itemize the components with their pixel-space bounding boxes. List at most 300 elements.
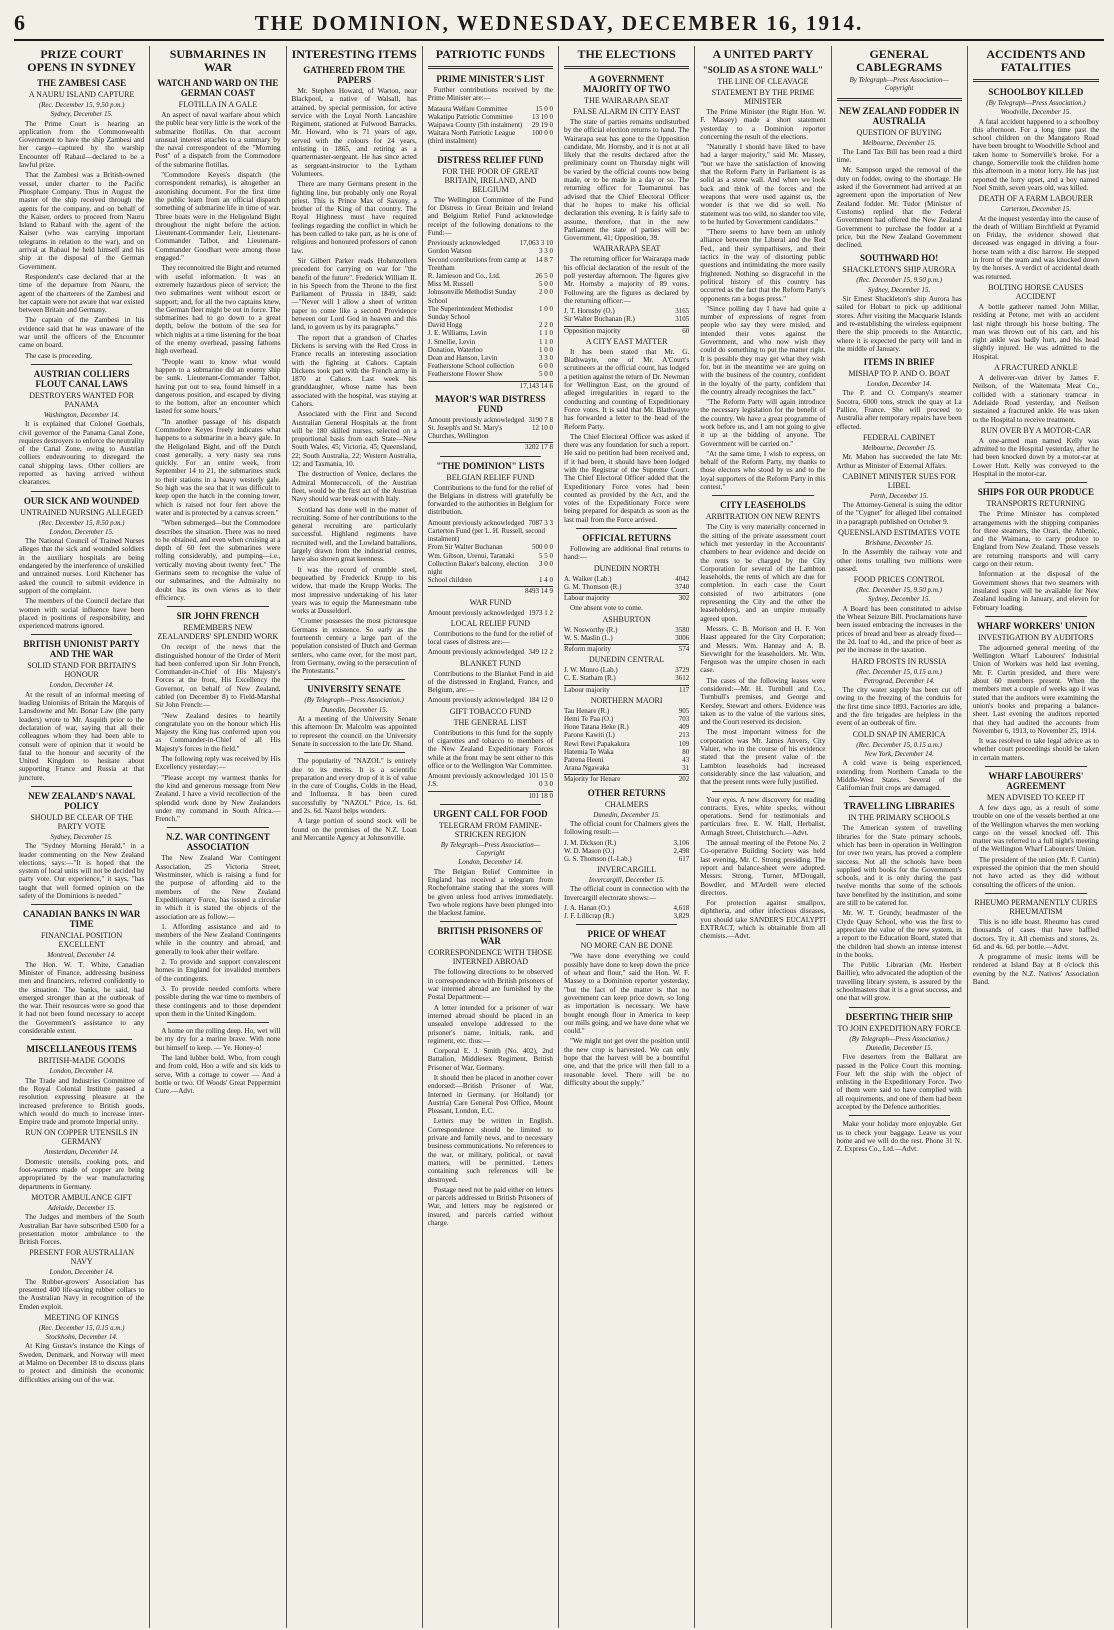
list-total (428, 381, 553, 390)
dateline: London, December 15. (49, 527, 114, 536)
headline: N.Z. WAR CONTINGENT ASSOCIATION (165, 832, 270, 853)
row-label: From Sir Walter Buchanan (427, 543, 503, 552)
row-value: 1 4 0 (539, 576, 553, 585)
election-results (564, 307, 689, 323)
paragraph: A letter intended for a prisoner of war interned abroad should be placed in an unsealed envelope addressed to the prisoner's name, initials, rank, and regiment, etc. thus:— (427, 1003, 553, 1045)
row-value: 7087 3 3 (528, 518, 553, 527)
majority-value: 574 (678, 644, 690, 653)
paragraph: Domestic utensils, cooking pots, and foot-warmers made of copper are being appropriated by the war manufacturing departments in Germany. (19, 1157, 145, 1191)
subscription-list (428, 239, 553, 378)
divider (167, 606, 268, 607)
list-row (564, 904, 689, 912)
list-row (428, 121, 553, 129)
divider (985, 893, 1087, 894)
dateline: By Telegraph—Press Association—Copyright (849, 76, 949, 93)
list-row (428, 519, 553, 527)
list-row (428, 329, 553, 337)
subheadline: WAIRARAPA SEAT (592, 244, 661, 254)
row-label: St. Joseph's and St. Mary's Churches, Wellington (427, 423, 503, 441)
dateline: By Telegraph—Press Association—Copyright (440, 840, 541, 858)
paragraph: Contributions to the Blanket Fund in aid of the distressed in England, France, and Belgium, are:— (427, 669, 553, 695)
paragraph: Five deserters from the Ballarat are passed in the Police Court this morning. Four left the ship with the object of enlisting in the Expeditionary Force. Two of them were said to have complied with all requirements, and one of them had been accepted by the Defence authorities. (836, 1053, 962, 1112)
paragraph: The cases of the following leases were considered:—Mr. H. Turnbull and Co., Turnbull's premises, and George and Kersley, Stewart and others. Evidence was taken as to the value of the various sites, and the Court reserved its decision. (700, 676, 826, 727)
dateline: Melbourne, December 15. (862, 443, 936, 452)
paragraph: A deliverer-van driver by James F. Neilson, of the Waitemata Meat Co., collided with a stationary tramcar in Adelaide Road yesterday, and Neilson sustained a fractured ankle. He was taken to the Hospital to receive treatment. (972, 374, 1099, 424)
divider (576, 528, 677, 529)
paragraph: "In another passage of his dispatch Commodore Keyes freely indicates what happens to a submarine in a heavy gale. In the Heligoland Bight, and off the Dutch coast generally, a very nasty sea runs quickly. For an entire week, from September 14 to 21, the submarines stuck to their stations in a heavy westerly gale. So high was the sea that it was difficult to keep open the hatch in the conning tower, which is raised not four feet above the water and is protected by a canvas screen." (155, 417, 281, 517)
paragraph: The Land Tax Bill has been read a third time. (836, 147, 962, 165)
list-row (564, 731, 689, 739)
row-value: 3580 (675, 625, 690, 634)
paragraph: "We have done everything we could possibly have done to keep down the price of wheat and flour," said the Hon. W. F. Massey to a Dominion reporter yesterday, "but the fact of the matter is that no government can keep price down, so long as importation is necessary. We have bought enough flour in America to keep our mills going, and we have done what we could." (564, 952, 690, 1036)
row-value: 2,498 (673, 846, 690, 855)
row-value: 3612 (675, 674, 690, 683)
row-value: 15 0 0 (535, 104, 553, 113)
list-row (564, 912, 689, 920)
row-value: 0 3 0 (539, 780, 553, 789)
column-2 (150, 46, 286, 1628)
paragraph: The Trade and Industries Committee of the Royal Colonial Institute passed a resolution expressing pleasure at the increased preference to British goods, which would do much to increase inter-Empire trade and promote Imperial unity. (19, 1076, 145, 1127)
subheadline: DEATH OF A FARM LABOURER (978, 194, 1094, 204)
paragraph: 3. To provide needed comforts where possible during the war time to members of these contingents and to those dependent upon them in the United Kingdom. (155, 984, 281, 1018)
row-label: Johnsonville Methodist Sunday School (427, 288, 517, 305)
row-value: 100 0 0 (532, 129, 553, 138)
headline: SIR JOHN FRENCH (176, 611, 260, 622)
row-label: Tau Henare (R.) (564, 706, 610, 715)
subheadline: COLD SNAP IN AMERICA (852, 729, 946, 739)
dateline: (Rec. December 15, 9.50 p.m.) (856, 276, 942, 285)
row-value: 13 10 0 (532, 112, 553, 121)
subheadline: SHACKLETON'S SHIP AURORA (842, 265, 956, 275)
row-value: 1 0 0 (539, 345, 553, 354)
row-value: 3 3 0 (539, 353, 553, 362)
row-value: 409 (678, 723, 690, 732)
dateline: Stockholm, December 14. (45, 1333, 118, 1342)
paragraph: The City is very materially concerned in the sitting of the private assessment court which met yesterday in the Accountants' chambers to hear evidence and decide on the rents to be charged by the City Corporation for several of the Lambton leaseholds, the rents of which are due for completion. In each case the Court consisted of two arbitrators (one representing the City and the other the leaseholders), and an umpire mutually agreed upon. (700, 523, 826, 623)
column-5 (559, 46, 695, 1628)
election-results (564, 626, 689, 642)
election-results (564, 904, 689, 920)
row-value: 5 5 0 (539, 551, 553, 560)
paragraph: "People want to know what would happen to a submarine did an enemy ship be sunk. Lieutenant-Commander Talbot, having put out to sea, found himself in a dangerous position, and escaped by diving to the bottom, after an encounter which lasted for some hours." (155, 357, 281, 416)
subheadline: SHOULD BE CLEAR OF THE PARTY VOTE (30, 813, 133, 831)
headline: CITY LEASEHOLDS (720, 500, 806, 511)
subscription-list (428, 105, 553, 146)
subheadline: WAR FUND (469, 597, 512, 607)
subheadline: WATCH AND WARD ON THE GERMAN COAST (157, 78, 279, 98)
row-label: School children (427, 576, 472, 585)
row-label: Hemi Te Paa (O.) (564, 715, 614, 723)
dateline: Dunedin, December 15. (865, 1043, 933, 1052)
subheadline: TRANSPORTS RETURNING (986, 499, 1086, 509)
paragraph: The adjourned general meeting of the Wellington Wharf Labourers' Industrial Union of Workers was held last evening, Mr. F. Curtin presided, and there were about 60 members present. When the members met a couple of weeks ago it was stated that the auditors were examining the union's books and preparing a balance-sheet. Last evening the auditors reported that they had audited the accounts from November 6, 1913, to November 25, 1914. (972, 643, 1099, 735)
subscription-list (428, 609, 553, 617)
subheadline: LOCAL RELIEF FUND (450, 618, 530, 628)
column-3 (287, 46, 423, 1628)
advertisement: For protection against smallpox, diphtheria, and other infectious diseases, you should take SANDER'S EUCALYPTI EXTRACT, which is obtainable from all chemists.—Advt. (700, 899, 826, 941)
row-label: Arana Ngawaka (564, 764, 610, 773)
paragraph: In the Assembly the railway vote and other items totalling two millions were passed. (836, 548, 962, 573)
row-value (549, 527, 553, 543)
row-label: Second contributions from camp at Trentham (427, 255, 527, 272)
row-value: 3729 (675, 666, 690, 675)
row-value: 184 12 0 (528, 696, 553, 705)
subheadline: ASHBURTON (602, 614, 651, 624)
headline: WHARF LABOURERS' AGREEMENT (988, 771, 1084, 791)
paragraph: "At the same time, I wish to express, on behalf of the Reform Party, my thanks to those electors who stood by us and to the loyal supporters of the Reform Party in this contest." (700, 449, 826, 492)
dateline: (Rec. December 15, 0.15 a.m.) (856, 667, 942, 676)
row-label: Collection Baker's balcony, election night (427, 559, 529, 576)
row-label: Amount previously acknowledged (427, 518, 525, 527)
paragraph: The returning officer for Wairarapa made his official declaration of the result of the poll yesterday afternoon. The figures give Mr. Hornsby a majority of 89 votes. Following are the figures as declared by the returning officer:— (564, 255, 690, 305)
paragraph: That the Zambesi was a British-owned vessel, under charter to the Pacific Phosphate Company. Thus in August the master of the ship received through the agents for the company, and on behalf of the Kaiser, orders to proceed from Nauru Island to Rabaul with the agent of the Kaiser (who was carrying important telegrams in relation to the war), and on arrival at Rabaul he held himself and his ship at the disposal of the German Government. (19, 171, 145, 271)
list-row (428, 305, 553, 321)
paragraph: Contributions to this fund for the supply of cigarettes and tobacco to members of the New Zealand Expeditionary Forces while at the front may be sent either to this office or to the Wellington War Committee. (427, 728, 553, 770)
headline: OTHER RETURNS (587, 787, 666, 798)
divider (31, 1039, 132, 1040)
row-value: 1 1 0 (539, 337, 553, 346)
headline: A UNITED PARTY (712, 47, 814, 61)
row-label: Waitara North Patriotic League (third instalment) (427, 129, 516, 146)
subheadline: TELEGRAM FROM FAMINE-STRICKEN REGION (438, 820, 542, 839)
list-row (428, 543, 553, 551)
row-value: 500 0 0 (532, 543, 553, 552)
list-row (428, 247, 553, 255)
subheadline: MEETING OF KINGS (44, 1312, 119, 1322)
row-value: 80 (682, 747, 690, 756)
row-label: A. Walker (Lab.) (564, 574, 612, 583)
list-row (564, 756, 689, 764)
list-row (428, 288, 553, 304)
list-row (428, 772, 553, 780)
subheadline: IN THE PRIMARY SCHOOLS (848, 813, 951, 823)
subscription-list (428, 772, 553, 788)
divider (440, 150, 541, 151)
subheadline: FOOD PRICES CONTROL (853, 575, 945, 585)
headline: AUSTRIAN COLLIERS FLOUT CANAL LAWS (33, 368, 130, 389)
subheadline: MOTOR AMBULANCE GIFT (31, 1192, 132, 1202)
column-8 (968, 46, 1104, 1628)
row-label: Amount previously acknowledged (427, 696, 525, 705)
subheadline: RUN ON COPPER UTENSILS IN GERMANY (25, 1128, 139, 1147)
list-row (428, 280, 553, 288)
subheadline: TO JOIN EXPEDITIONARY FORCE (837, 1023, 961, 1033)
subheadline: FLOTILLA IN A GALE (178, 100, 258, 109)
dateline: (By Telegraph—Press Association.) (986, 99, 1086, 107)
paragraph: The Chief Electoral Officer was asked if there was any foundation for such a report. He said no petition had been received and, if it had been, it should have been lodged with the Registrar of the Supreme Court. The Chief Electoral Officer added that the Expeditionary Force votes had been counted as provided by the Act, and the votes of the Expeditionary Force were being prepared for despatch as soon as the last mail from the Force arrived. (564, 432, 690, 524)
row-label: Wakatipu Patriotic Committee (427, 112, 513, 121)
majority-value: 117 (679, 685, 690, 694)
paragraph: The official count in connection with the Invercargill electorate shows:— (564, 885, 690, 902)
row-value: 5 0 0 (539, 280, 553, 289)
list-row (564, 626, 689, 634)
row-value: 5 0 0 (539, 370, 553, 379)
subheadline: THE ZAMBESI CASE (37, 78, 127, 88)
paragraph: Sir Gilbert Parker reads Hohenzollern precedent for carrying on war for "the benefit of the future". Frederick William II. in his Speech from the Throne to the first Parliament of Prussia in 1849, said:—"Never will I allow a sheet of written paper to come like a second Providence between our Lord God in heaven and this land, to govern us by its paragraphs." (291, 256, 417, 332)
total-value: 3202 17 8 (525, 443, 553, 452)
advertisement: Make your holiday more enjoyable. Get us to check your baggage. Leave us your home and we will do the rest. Phone 31 N. Z. Express Co., Ltd.—Advt. (836, 1120, 962, 1154)
headline: DISTRESS RELIEF FUND (437, 154, 544, 165)
subheadline: PRESENT FOR AUSTRALIAN NAVY (29, 1248, 134, 1267)
majority-label: Opposition majority (564, 326, 621, 335)
row-label: Featherstone Flower Show (427, 370, 503, 379)
headline: WHARF WORKERS' UNION (976, 620, 1095, 631)
subheadline: MISHAP TO P. AND O. BOAT (848, 369, 950, 379)
paragraph: A few days ago, as a result of some trouble on one of the vessels berthed at one of the Wellington wharves the men working cargo on the vessel knocked off. This matter was referred to a full night's meeting of the Wellington Wharf Labourers' Union. (972, 804, 1099, 854)
row-value: 6 0 0 (539, 362, 553, 371)
headline: CANADIAN BANKS IN WAR TIME (22, 909, 141, 930)
headline: OFFICIAL RETURNS (582, 533, 671, 544)
list-row (428, 256, 553, 272)
row-value: 349 12 2 (528, 648, 553, 657)
paragraph: The Prime Court is hearing an application from the Commonwealth Government to have the ship Zambesi and her cargo—captured by the warship Encounter off Rabaul—declared to be a lawful prize. (19, 119, 145, 170)
row-value: 12 10 0 (532, 423, 553, 432)
row-value: 3105 (675, 315, 690, 324)
paragraph: Respondent's case declared that at the time of the departure from Nauru, the agent of the charterers of the Zambesi and her captain were not aware that war existed between Britain and Germany. (19, 272, 145, 315)
row-value: 905 (678, 706, 690, 715)
paragraph: Sir Ernest Shackleton's ship Aurora has sailed for Hobart to pick up additional stores. After visiting the Macquarie Islands and re-establishing the wireless equipment there the ship proceeds to the Antarctic, where it is expected the party will land in the middle of January. (836, 295, 962, 353)
paragraph: Further contributions received by the Prime Minister are:— (427, 86, 553, 103)
subheadline: RUN OVER BY A MOTOR-CAR (980, 425, 1091, 435)
headline: SOUTHWARD HO! (859, 253, 939, 264)
paragraph: It has been stated that Mr. G. Blathwayte, one of Mr. A'Court's scrutineers at the official count, has lodged a petition against the return of Dr. Newman for Wellington East, on the ground of alleged irregularities in regard to the conducting and counting of Expeditionary Force votes. It is said that Mr. Blathwayte has forwarded a letter to the head of the Reform Party. (564, 347, 690, 431)
headline: DESERTING THEIR SHIP (845, 1011, 953, 1022)
advertisement: Your eyes. A new discovery for reading contracts. Eyes, white specks, without operations. Send for testimonials and particulars free. E. W. Hall, Herbalist, Armagh Street, Christchurch.—Advt. (700, 795, 826, 837)
paragraph: "Commodore Keyes's dispatch (the correspondent remarks), is altogether an astonishing document. For the first time the public learn from an official dispatch something of submarine life in time of war. Three boats were in the Heligoland Bight throughout the night before the action. Lieutenant-Commander Leir, Lieutenant-Commander Talbot, and Lieutenant-Commander Goodhart were among those engaged." (155, 171, 281, 263)
headline: NEW ZEALAND FODDER IN AUSTRALIA (839, 105, 960, 126)
paragraph: Contributions to the fund for the relief of the Belgians in distress will gratefully be forwarded to the authorities in Belgium for distribution. (427, 483, 553, 517)
row-label: Hone Tatana Heke (R.) (564, 723, 629, 732)
subheadline: FINANCIAL POSITION EXCELLENT (40, 931, 123, 950)
subheadline: BELGIAN RELIEF FUND (446, 472, 535, 482)
row-value: 4,618 (673, 904, 690, 913)
row-label: C. E. Statham (R.) (564, 674, 616, 683)
row-value: 4042 (675, 574, 690, 583)
row-label: J. A. Hanan (O.) (564, 904, 610, 913)
paragraph: The Attorney-General is suing the editor of the "Cygnet" for alleged libel contained in a paragraph published on October 9. (836, 501, 962, 526)
paragraph: Postage need not be paid either on letters or parcels addressed to British Prisoners of War, and letters may be registered or insured, and parcels carried without charge. (427, 1185, 553, 1228)
list-row (564, 847, 689, 855)
list-row (428, 338, 553, 346)
list-row (428, 576, 553, 584)
row-value: 3190 7 8 (528, 415, 553, 424)
subscription-list (428, 416, 553, 441)
paragraph: The report that a grandson of Charles Dickens is serving with the Red Cross in France recalls an interesting association with the fighting at Cahors. Captain Dickens took part with the French army in 1870 at Cahors. Last week his granddaughter, whose name has been associated with the hospital, was staying at Cahors. (291, 333, 417, 408)
divider (712, 495, 813, 496)
divider (428, 66, 553, 69)
majority-value: 202 (678, 775, 690, 784)
list-row (428, 648, 553, 656)
list-row (428, 362, 553, 370)
subheadline: A NAURU ISLAND CAPTURE (28, 90, 135, 99)
list-row (428, 370, 553, 378)
list-row (564, 666, 689, 674)
advertisement: The land lubber bold. Who, from cough and from cold, Hoo a wife and six kids to serve, With a cottage to cower — And a bottle or two. Of Woods' Great Peppermint Cure.—Advt. (155, 1053, 281, 1096)
dateline: Woodville, December 15. (1000, 108, 1072, 117)
dateline: Melbourne, December 15. (862, 138, 936, 147)
row-value: 3 3 0 (539, 247, 553, 256)
row-label: Mataura Welfare Committee (427, 104, 508, 113)
paragraph: "Please accept my warmest thanks for the kind and generous message from New Zealand. I have a vivid recollection of the splendid work done by New Zealanders under my command in South Africa.—French." (155, 773, 281, 824)
total-value: 8493 14 9 (525, 587, 553, 596)
row-value: 31 (682, 764, 690, 773)
paragraph: The New Zealand War Contingent Association, 25 Victoria Street, Westminster, which is raising a fund for the purpose of affording aid to the members of the New Zealand Expeditionary Force, has issued a circular in which it is stated the objects of the association are as follow:— (155, 854, 281, 921)
row-label: David Hogg (427, 321, 463, 330)
paragraph: The Hon. W. T. White, Canadian Minister of Finance, addressing business men and financiers, referred confidently to the situation. The banks, he said, had emerged stronger than at the outbreak of the war. Their resources were so good that it had not been found necessary to accept the Government's assistance to any considerable extent. (19, 960, 145, 1036)
list-total (428, 586, 553, 595)
dateline: Sydney, December 15. (50, 110, 113, 119)
paragraph: At King Gustav's instance the Kings of Sweden, Denmark, and Norway will meet at Malmo on December 18 to discuss plans to protect and diminish the economic difficulties arising out of the war. (19, 1342, 145, 1384)
subheadline: A FRACTURED ANKLE (994, 363, 1078, 373)
dateline: Montreal, December 14. (47, 951, 116, 960)
list-row (564, 764, 689, 772)
headline: "THE DOMINION" LISTS (436, 460, 545, 471)
row-label: W. S. Maslin (L.) (564, 633, 613, 642)
newspaper-title: THE DOMINION, WEDNESDAY, DECEMBER 16, 1914. (254, 11, 864, 35)
majority-value: 302 (678, 594, 690, 603)
paragraph: "When submerged—but the Commodore describes the situation. There was no need to be obtained, and even when cruising at a depth of 60 feet the submarines were rolling considerably, and pumping—i.e., vertically moving about twenty feet." The Germans seem to recognise the value of our submarines, and the Admiralty no doubt has its own views as to their efficiency. (155, 519, 281, 602)
row-label: J.S. (427, 780, 438, 789)
headline: BRITISH PRISONERS OF WAR (437, 926, 544, 947)
subscription-list (428, 696, 553, 704)
paragraph: At the inquest yesterday into the cause of the death of William Birchfield at Pyramid on Friday, the evidence showed that deceased was engaged in driving a four-horse team with a disc harrow. He stepped in front of the team and was knocked down by the horses. A verdict of accidental death was returned. (972, 214, 1099, 281)
subheadline: A GOVERNMENT MAJORITY OF TWO (583, 74, 671, 94)
list-row (564, 634, 689, 642)
dateline: Petrograd, December 14. (863, 676, 935, 685)
dateline: (Rec. December 15, 9.50 p.m.) (38, 101, 125, 109)
row-label: G. M. Thomson (R.) (564, 582, 622, 591)
election-results (564, 666, 689, 682)
subheadline: INVESTIGATION BY AUDITORS (978, 632, 1094, 642)
paragraph: "There seems to have been an unholy alliance between the Liberal and the Red Fed., and their sympathisers, and their tactics in the way of distorting public questions and intimidating the more easily frightened. Nothing so disgraceful in the political history of this country has occurred as the fact that the Reform Party's opponents ran a bogus press." (700, 228, 826, 303)
dateline: London, December 14. (458, 858, 523, 867)
row-value: 617 (678, 854, 690, 863)
column-4 (423, 46, 559, 1628)
divider (31, 786, 132, 787)
paragraph: Contributions to the fund for the relief of local cases of distress are:— (427, 629, 553, 647)
divider (712, 791, 813, 792)
row-value: 1 0 0 (539, 304, 553, 313)
majority-row (564, 644, 689, 653)
list-row (428, 416, 553, 424)
subheadline: A CITY EAST MATTER (585, 336, 668, 346)
row-label: Amount previously acknowledged (427, 415, 525, 424)
majority-row (564, 326, 689, 335)
row-value: 3,106 (673, 838, 690, 847)
paragraph: The following directions to be observed in correspondence with British prisoners of war interned abroad are furnished by the Postal Department:— (427, 968, 553, 1002)
paragraph: The "Sydney Morning Herald," in a leader commenting on the New Zealand elections, says:—"It is hoped that the system of local units will not be decided by party vote. Our experience," it says, "has taught that well formed opinion on the safety of the Dominions is needed." (19, 842, 145, 901)
row-label: Featherstone School collection (427, 362, 515, 371)
paragraph: Information at the disposal of the Government shows that two steamers with insulated space will be available for New Zealand loading in January, and eleven for February loading. (972, 570, 1099, 612)
list-row (428, 696, 553, 704)
headline: SHIPS FOR OUR PRODUCE (977, 487, 1094, 498)
divider (31, 364, 132, 365)
dateline: Adelaide, December 15. (47, 1203, 116, 1212)
row-value: 26 5 0 (535, 271, 553, 280)
subheadline: DUNEDIN NORTH (593, 563, 660, 573)
paragraph: A bottle gatherer named John Millar, residing at Petone, met with an accident last night through his horse bolting. The man was thrown out of his cart, and his right ankle was badly hurt, and his head slightly injured. He was admitted to the Hospital. (972, 302, 1099, 361)
row-value: 17,063 3 10 (519, 239, 553, 248)
paragraph: It was resolved to take legal advice as to whether court proceedings should be taken in certain matters. (972, 737, 1099, 762)
headline: PRIZE COURT OPENS IN SYDNEY (27, 47, 136, 74)
list-row (564, 740, 689, 748)
election-results (564, 575, 689, 591)
dateline: (Rec. December 15, 0.15 a.m.) (856, 740, 942, 749)
paragraph: The state of parties remains undisturbed by the official election returns to hand. The Wairarapa seat has gone to the Opposition candidate, Mr. Hornsby, and it is not at all likely that the results declared after the preliminary count on Thursday night will be varied by the official counts now being made, or to be made in a day or so. The returning officer for Taumarunui has advised that the Chief Electoral Officer that he hopes to make his official declaration this evening. It is fairly safe to assume, therefore, that in the new Parliament the state of parties will be: Government, 41; Opposition, 39. (564, 118, 690, 243)
subheadline: MEN ADVISED TO KEEP IT (986, 793, 1085, 802)
divider (837, 98, 962, 101)
column-7 (832, 46, 968, 1628)
headline: NEW ZEALAND'S NAVAL POLICY (28, 791, 136, 811)
row-label: Amount previously acknowledged (427, 648, 525, 657)
subheadline: INVERCARGILL (597, 865, 657, 875)
subheadline: QUESTION OF BUYING (856, 127, 942, 137)
paragraph: A programme of music items will be rendered at Island Bay at 8 o'clock this evening by the N.Z. Natives' Association Band. (972, 953, 1099, 987)
divider (440, 804, 541, 805)
advertisement: This is no idle boast. Rheumo has cured thousands of cases that have baffled doctors. Try it. All chemists and stores, 2s. 6d. and 4s. 6d. per bottle.—Advt. (972, 917, 1099, 951)
row-label: Hatemia Te Waka (564, 747, 614, 756)
list-row (564, 748, 689, 756)
advertisement: The popularity of "NAZOL" is entirely due to its merits. It is a scientific preparation and every drop of it is of value in the cure of Coughs, Colds in the Head, and Influenza. It has been cured successfully by "NAZOL" Price, 1s. 6d. and 2s. 6d. Nazol helps wonders. (291, 757, 417, 816)
paragraph: Messrs. C. B. Morison and H. F. Von Haast appeared for the City Corporation; and Messrs. Wm. Hannay and A. B. Sievwright for the leaseholders. Mr. Wm. Ferguson was the umpire chosen in each case. (700, 624, 826, 675)
paragraph: 1. Affording assistance and aid to members of the New Zealand Contingents while in the country and abroad, and generally to look after their welfare. (155, 922, 281, 956)
paragraph: The most important witness for the corporation was Mr. James Anvers, City Valuer, who in the course of his evidence stated that the present value of the Lambton leaseholds had increased considerably since the last valuation, and that the present rents were fully justified. (700, 728, 826, 787)
subheadline: DUNEDIN CENTRAL (588, 655, 665, 665)
paragraph: Letters may be written in English. Correspondence should be limited to private and family news, and to necessary business communications. No references to the war, or military, political, or naval matters, will be permitted. Letters containing such references will be destroyed. (427, 1117, 553, 1184)
row-label: Carterton Fund (per L. H. Russell, second instalment) (427, 526, 545, 544)
row-label: W. D. Mason (O.) (564, 846, 615, 855)
paragraph: The Prime Minister has completed arrangements with the shipping companies for three steamers, the Orari, the Athenic, and the Waimana, to carry produce to England from New Zealand. These vessels are returning transports and will carry cargo on their return. (972, 510, 1099, 569)
subheadline: NO MORE CAN BE DONE (580, 941, 673, 951)
election-results (564, 839, 689, 864)
divider (985, 482, 1087, 483)
divider (849, 1115, 950, 1116)
subheadline: CORRESPONDENCE WITH THOSE INTERNED ABROAD (428, 948, 553, 967)
advertisement: A large portion of sound stock will be found on the premises of the N.Z. Loan and Mercantile Agency at Johnsonville. (291, 817, 417, 842)
row-value: 2 2 0 (539, 321, 553, 330)
subheadline: BRITISH-MADE GOODS (38, 1056, 126, 1066)
headline: OUR SICK AND WOUNDED (23, 495, 140, 506)
paragraph: Mr. Stephen Howard, of Warton, near Blackpool, a native of Walsall, has attained, by special permission, for active service with the Loyal North Lancashire Regiment, stationed at Fulwood Barracks. Mr. Howard, who is 71 years of age, served with the colours for 24 years, enlisting in 1865, and retiring as a quartermaster-sergeant. He has since acted as sergeant-instructor to the Lytham Volunteers. (291, 87, 417, 178)
list-total (428, 442, 553, 451)
row-label: J. E. Williams, Levin (427, 329, 487, 338)
row-label: J. T. Hornsby (O.) (564, 307, 615, 316)
column-1 (14, 46, 150, 1628)
list-row (564, 839, 689, 847)
list-row (428, 560, 553, 576)
headline: MISCELLANEOUS ITEMS (26, 1044, 137, 1055)
divider (564, 66, 689, 69)
headline: TRAVELLING LIBRARIES (843, 801, 955, 812)
subscription-list (428, 519, 553, 585)
row-value: 3,829 (673, 912, 690, 921)
row-label: Wm. Gibson, Urenui, Taranaki (427, 551, 515, 560)
list-row (428, 113, 553, 121)
subheadline: THE LINE OF CLEAVAGE (717, 77, 809, 86)
list-row (428, 780, 553, 788)
masthead (14, 6, 1104, 41)
page-number: 6 (14, 10, 25, 35)
divider (440, 921, 541, 922)
subheadline: SOLID STAND FOR BRITAIN'S HONOUR (27, 661, 137, 680)
row-value: 14 8 7 (535, 255, 553, 264)
divider (440, 456, 541, 457)
subheadline: GATHERED FROM THE PAPERS (303, 65, 405, 85)
row-value: 2 0 0 (539, 288, 553, 297)
divider (849, 796, 950, 797)
list-row (428, 527, 553, 543)
majority-label: Labour majority (564, 594, 610, 603)
